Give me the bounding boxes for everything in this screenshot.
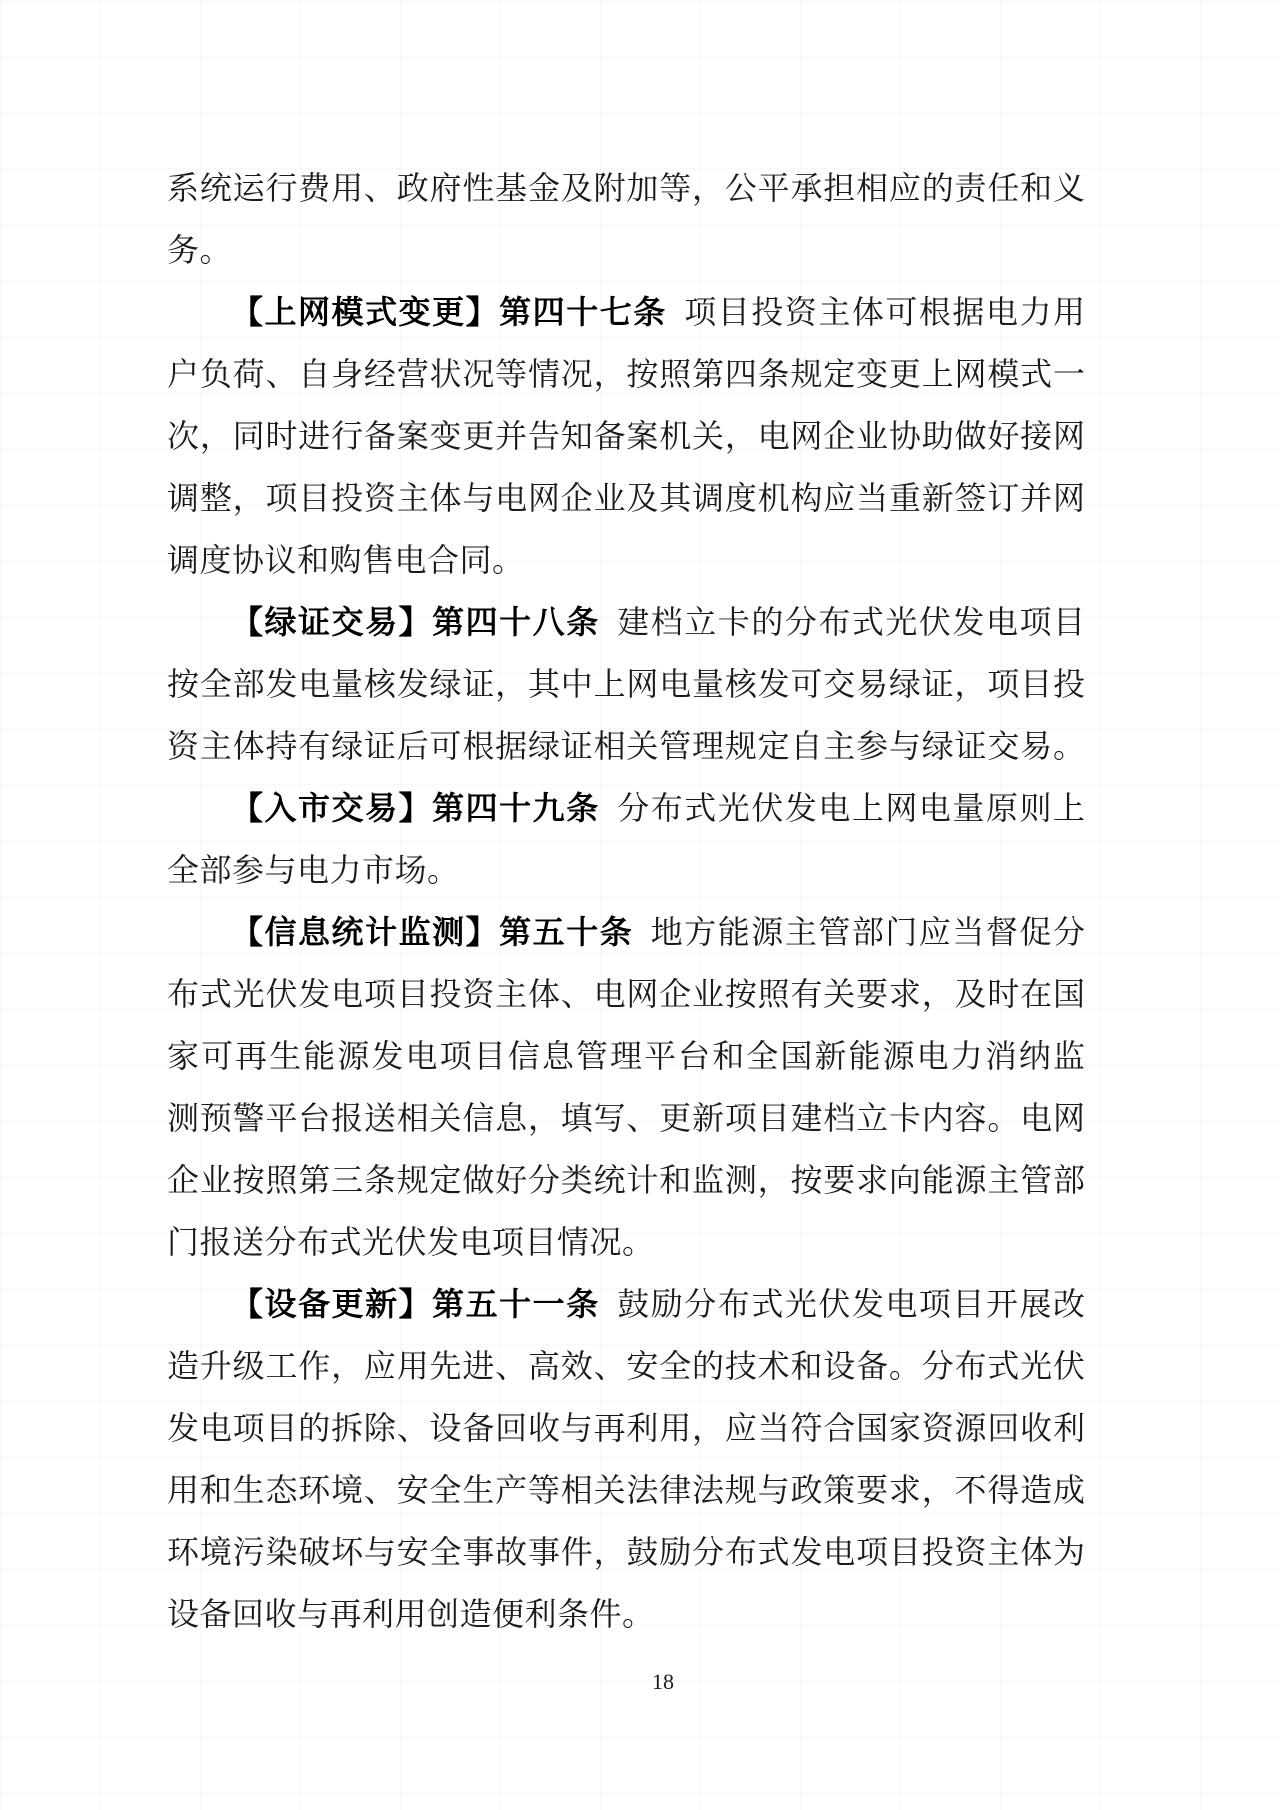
body-text: 布式光伏发电项目投资主体、电网企业按照有关要求，及时在国 [167, 976, 1085, 1012]
text-line [167, 343, 1085, 405]
text-line [167, 1335, 1085, 1397]
body-text: 门报送分布式光伏发电项目情况。 [167, 1224, 655, 1260]
body-text: 设备回收与再利用创造便利条件。 [167, 1596, 655, 1632]
body-text: 分布式光伏发电上网电量原则上 [599, 790, 1085, 826]
article-header-text: 【绿证交易】第四十八条 [231, 604, 600, 640]
text-line [167, 1397, 1085, 1459]
text-line [167, 467, 1085, 529]
body-text: 建档立卡的分布式光伏发电项目 [599, 604, 1085, 640]
text-line [167, 715, 1085, 777]
text-line [167, 901, 1085, 963]
body-text: 企业按照第三条规定做好分类统计和监测，按要求向能源主管部 [167, 1162, 1085, 1198]
text-line [167, 1025, 1085, 1087]
body-text: 鼓励分布式光伏发电项目开展改 [599, 1286, 1085, 1322]
text-line [167, 1521, 1085, 1583]
text-line [167, 1459, 1085, 1521]
body-text: 全部参与电力市场。 [167, 852, 460, 888]
text-line [167, 1273, 1085, 1335]
body-text: 造升级工作，应用先进、高效、安全的技术和设备。分布式光伏 [167, 1348, 1085, 1384]
body-text: 次，同时进行备案变更并告知备案机关，电网企业协助做好接网 [167, 418, 1085, 454]
body-text: 务。 [167, 232, 233, 268]
body-text: 按全部发电量核发绿证，其中上网电量核发可交易绿证，项目投 [167, 666, 1085, 702]
text-line [167, 963, 1085, 1025]
text-line [167, 405, 1085, 467]
text-line [167, 1087, 1085, 1149]
article-header-text: 【信息统计监测】第五十条 [231, 914, 634, 950]
body-text: 资主体持有绿证后可根据绿证相关管理规定自主参与绿证交易。 [167, 728, 1085, 764]
text-line [167, 157, 1085, 219]
text-line [167, 777, 1085, 839]
text-line [167, 529, 1085, 591]
text-line [167, 281, 1085, 343]
body-text: 项目投资主体可根据电力用 [666, 294, 1085, 330]
body-text: 系统运行费用、政府性基金及附加等，公平承担相应的责任和义 [167, 170, 1085, 206]
text-line [167, 1583, 1085, 1645]
text-column [167, 157, 1085, 1645]
article-header-text: 【设备更新】第五十一条 [231, 1286, 600, 1322]
body-text: 地方能源主管部门应当督促分 [633, 914, 1085, 950]
body-text: 调整，项目投资主体与电网企业及其调度机构应当重新签订并网 [167, 480, 1085, 516]
text-line [167, 219, 1085, 281]
text-line [167, 1149, 1085, 1211]
article-header-text: 【上网模式变更】第四十七条 [231, 294, 667, 330]
page-number: 18 [652, 1669, 674, 1694]
text-line [167, 591, 1085, 653]
body-text: 测预警平台报送相关信息，填写、更新项目建档立卡内容。电网 [167, 1100, 1085, 1136]
body-text: 户负荷、自身经营状况等情况，按照第四条规定变更上网模式一 [167, 356, 1085, 392]
body-text: 环境污染破坏与安全事故事件，鼓励分布式发电项目投资主体为 [167, 1534, 1085, 1570]
body-text: 家可再生能源发电项目信息管理平台和全国新能源电力消纳监 [167, 1038, 1085, 1074]
body-text: 发电项目的拆除、设备回收与再利用，应当符合国家资源回收利 [167, 1410, 1085, 1446]
text-line [167, 653, 1085, 715]
text-line [167, 839, 1085, 901]
article-header-text: 【入市交易】第四十九条 [231, 790, 600, 826]
text-line [167, 1211, 1085, 1273]
body-text: 调度协议和购售电合同。 [167, 542, 525, 578]
body-text: 用和生态环境、安全生产等相关法律法规与政策要求，不得造成 [167, 1472, 1085, 1508]
